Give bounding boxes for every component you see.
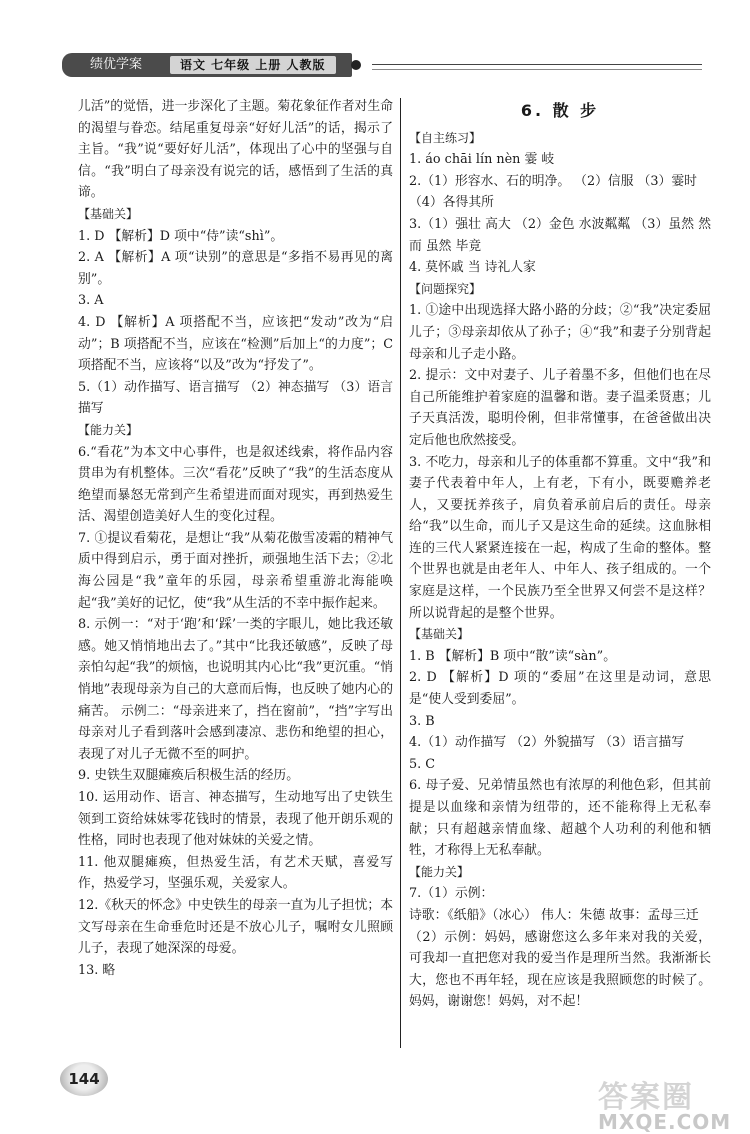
answer-item: 3. B bbox=[409, 713, 435, 729]
answer-item: 11. 他双腿瘫痪，但热爱生活，有艺术天赋，喜爱写作，热爱学习，坚强乐观，关爱家人。 bbox=[78, 854, 393, 892]
header-rule bbox=[372, 64, 702, 65]
answer-item: 4.（1）动作描写 （2）外貌描写 （3）语言描写 bbox=[409, 735, 685, 751]
answer-item: 诗歌：《纸船》（冰心） 伟人：朱德 故事：孟母三迁 bbox=[409, 907, 699, 923]
watermark-logo-text: 答案圈 bbox=[598, 1080, 694, 1115]
lesson-title: 6. 散 步 bbox=[520, 101, 600, 120]
answer-item: 6. 母子爱、兄弟情虽然也有浓厚的利他色彩，但其前提是以血缘和亲情为纽带的，还不能称得上无私奉献；只有超越亲情血缘、超越个人功利的利他和牺牲，才称得上无私奉献。 bbox=[409, 778, 711, 859]
answer-item: 6.“看花”为本文中心事件，也是叙述线索，将作品内容贯串为有机整体。三次“看花”反映了“我”的生活态度从绝望而暴怒无常到产生希望进而面对现实，再到热爱生活、渴望创造美好人生的变化过程。 bbox=[78, 444, 393, 525]
answer-item: 12.《秋天的怀念》中史铁生的母亲一直为儿子担忧；本文写母亲在生命垂危时还是不放心儿子，嘱咐女儿照顾儿子，表现了她深深的母爱。 bbox=[78, 897, 393, 957]
answer-item: 13. 略 bbox=[78, 962, 116, 978]
answer-item: 2. A 【解析】A 项“诀别”的意思是“多指不易再见的离别”。 bbox=[78, 250, 393, 287]
answer-item: 1. ①途中出现选择大路小路的分歧；②“我”决定委屈儿子；③母亲却依从了孙子；④“我”和妻子分别背起母亲和儿子走小路。 bbox=[409, 303, 711, 362]
left-column bbox=[78, 96, 393, 981]
section-heading-ability: 【能力关】 bbox=[78, 422, 139, 437]
answer-item: 3. 不吃力，母亲和儿子的体重都不算重。文中“我”和妻子代表着中年人，上有老，下有小，既要赡养老人，又要抚养孩子，肩负着承前启后的责任。母亲给“我”以生命，而儿子又是这生命的延续。这血脉相连的三代人紧紧连接在一起，构成了生命的整体。整个世界也就是由老年人、中年人、孩子组成的。一个家庭是这样，一个民族乃至全世界又何尝不是这样？所以说背起的是整个世界。 bbox=[409, 454, 711, 621]
answer-item: 2.（1）形容水、石的明净。 （2）信服 （3）霎时 bbox=[409, 173, 697, 189]
answer-item: 1. áo chāi lín nèn 霎 岐 bbox=[409, 152, 555, 168]
watermark bbox=[598, 1072, 748, 1132]
answer-item: 7.（1）示例： bbox=[409, 886, 494, 902]
answer-item: 10. 运用动作、语言、神态描写，生动地写出了史铁生领到工资给妹妹零花钱时的情景，表现了他开朗乐观的性格，同时也表现了他对妹妹的关爱之情。 bbox=[78, 790, 393, 849]
answer-item: （2）示例：妈妈，感谢您这么多年来对我的关爱，可我却一直把您对我的爱当作是理所当然。我渐渐长大，您也不再年轻，现在应该是我照顾您的时候了。妈妈，谢谢您！妈妈，对不起！ bbox=[409, 929, 711, 1010]
section-heading-inquiry: 【问题探究】 bbox=[409, 281, 482, 296]
column-divider bbox=[400, 98, 401, 1048]
answer-item: 5. C bbox=[409, 756, 436, 772]
answer-item: 1. D 【解析】D 项中“侍”读“shì”。 bbox=[78, 228, 284, 244]
section-heading-basic: 【基础关】 bbox=[409, 627, 470, 642]
section-heading-basic: 【基础关】 bbox=[78, 206, 139, 221]
header-book-info: 语文 七年级 上册 人教版 bbox=[170, 56, 336, 74]
answer-item: 7. ①提议看菊花，是想让“我”从菊花傲雪凌霜的精神气质中得到启示，勇于面对挫折，顽强地生活下去；②北海公园是“我”童年的乐园，母亲希望重游北海能唤起“我”美好的记忆，使“我”从生活的不幸中振作起来。 bbox=[78, 530, 393, 611]
answer-item: 3. A bbox=[78, 293, 104, 309]
answer-item: 1. B 【解析】B 项中“散”读“sàn”。 bbox=[409, 648, 616, 664]
header-brand: 绩优学案 bbox=[90, 57, 143, 72]
answer-item: 2. D 【解析】D 项的“委屈”在这里是动词，意思是“使人受到委屈”。 bbox=[409, 670, 711, 708]
answer-item: 3.（1）强壮 高大 （2）金色 水波粼粼 （3）虽然 然而 虽然 毕竟 bbox=[409, 216, 711, 254]
answer-item: 2. 提示：文中对妻子、儿子着墨不多，但他们也在尽自己所能维护着家庭的温馨和谐。妻子温柔贤惠；儿子天真活泼，聪明伶俐，但非常懂事，在爸爸做出决定后他也欣然接受。 bbox=[409, 368, 711, 448]
right-column bbox=[409, 96, 711, 1013]
running-header bbox=[62, 50, 362, 80]
answer-item: 9. 史铁生双腿瘫痪后积极生活的经历。 bbox=[78, 768, 300, 784]
page-number: 144 bbox=[68, 1070, 100, 1088]
header-bullet-dot bbox=[351, 60, 361, 70]
answer-item: 5.（1）动作描写、语言描写 （2）神态描写 （3）语言描写 bbox=[78, 379, 393, 417]
answer-item: 4. 莫怀戚 当 诗礼人家 bbox=[409, 260, 536, 276]
page-number-badge bbox=[60, 1062, 108, 1096]
section-heading-ability: 【能力关】 bbox=[409, 864, 470, 879]
answer-item: 4. D 【解析】A 项搭配不当，应该把“发动”改为“启动”；B 项搭配不当，应该在“检测”后加上“的力度”；C 项搭配不当，应该将“以及”改为“抒发了”。 bbox=[78, 314, 393, 374]
header-rule-thin bbox=[372, 69, 702, 70]
answer-item: （4）各得其所 bbox=[409, 195, 494, 211]
answer-paragraph: 儿活”的觉悟，进一步深化了主题。菊花象征作者对生命的渴望与眷恋。结尾重复母亲“好好儿活”的话，揭示了主旨。“我”说“要好好儿活”，体现出了心中的坚强与自信。“我”明白了母亲没有说完的话，感悟到了生活的真谛。 bbox=[78, 99, 393, 201]
answer-item: 8. 示例一：“对于‘跑’和‘踩’一类的字眼儿，她比我还敏感。她又悄悄地出去了。”其中“比我还敏感”，反映了母亲怕勾起“我”的烦恼，也说明其内心比“我”更沉重。“悄悄地”表现母亲为自己的大意而后悔，也反映了她内心的痛苦。 示例二：“母亲进来了，挡在窗前”，“挡”字写出母亲对儿子看到落叶会感到凄凉、悲伤和绝望的担心，表现了对儿子无微不至的呵护。 bbox=[78, 617, 393, 762]
section-heading-self-practice: 【自主练习】 bbox=[409, 130, 482, 145]
watermark-url: MXQE.COM bbox=[598, 1110, 732, 1134]
